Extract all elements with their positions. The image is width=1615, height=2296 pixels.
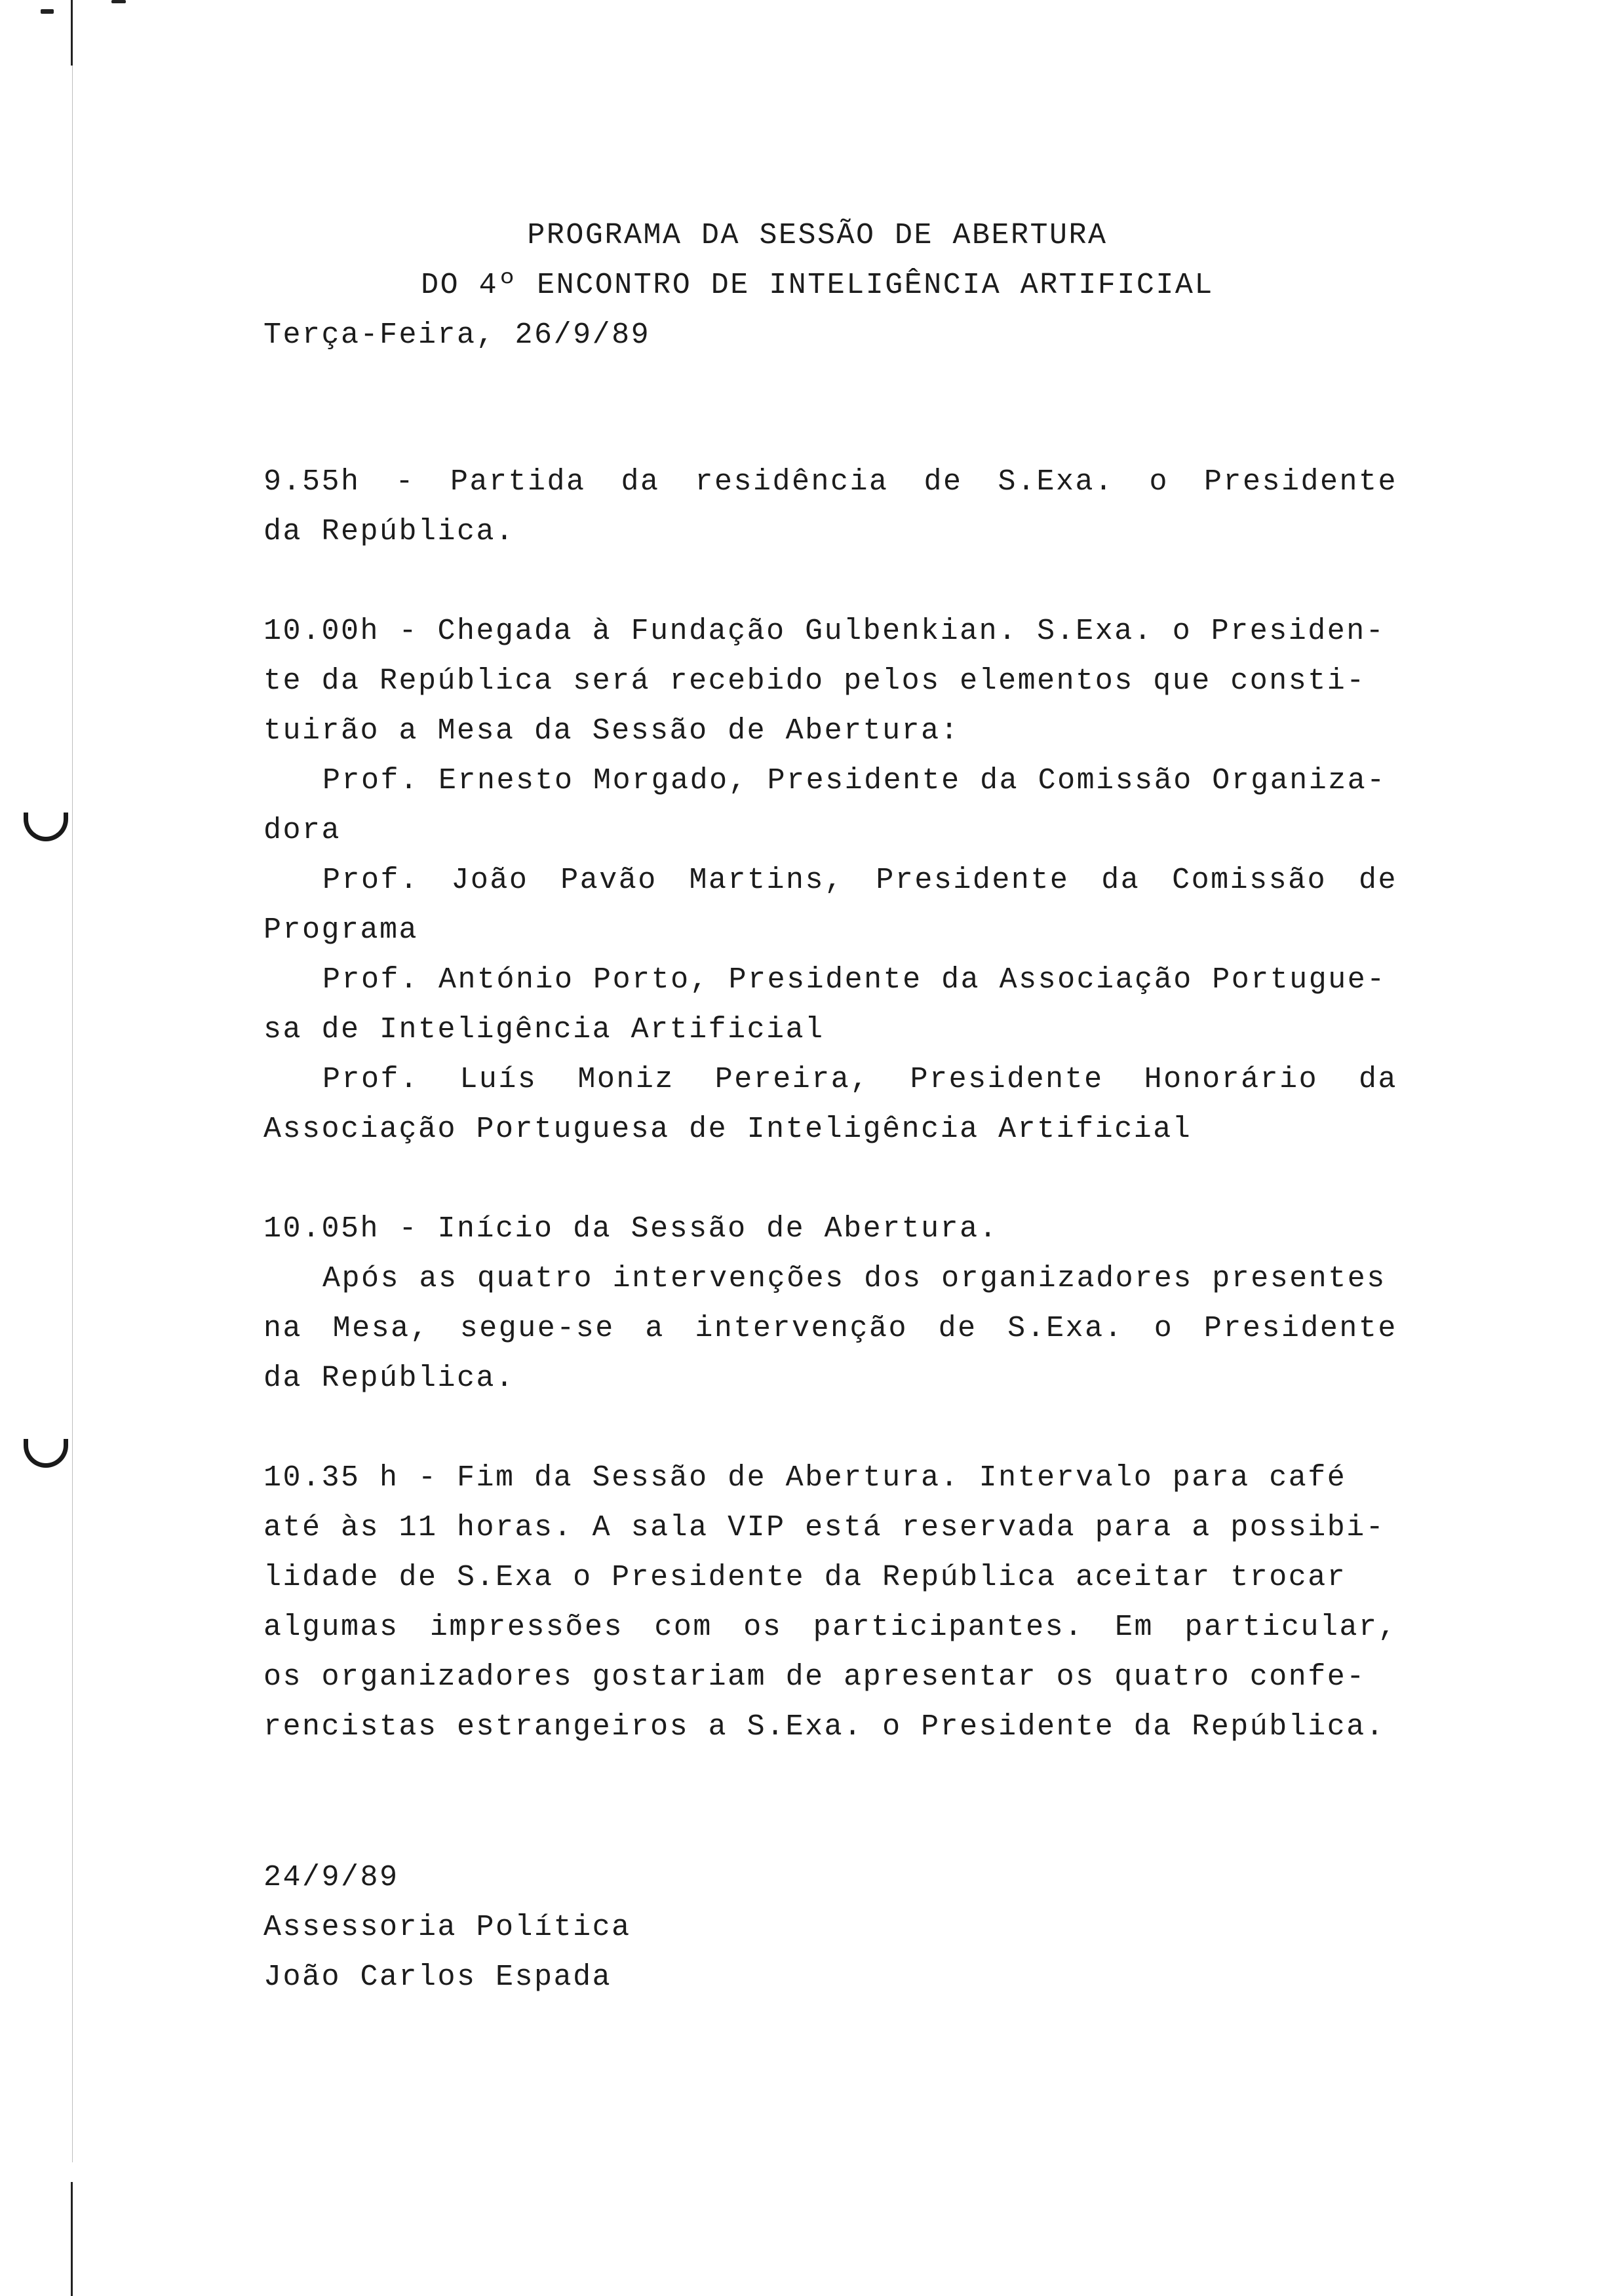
schedule-line: 10.05h - Início da Sessão de Abertura. (263, 1212, 999, 1246)
schedule-line: 10.00h - Chegada à Fundação Gulbenkian. S.Exa. o Presiden- (263, 615, 1386, 648)
schedule-line: tuirão a Mesa da Sessão de Abertura: (263, 714, 960, 748)
word: - (395, 465, 416, 499)
binder-edge-top (71, 0, 73, 66)
schedule-item-1035 (263, 1453, 1397, 1752)
schedule-line: te da República será recebido pelos elementos que consti- (263, 664, 1366, 698)
schedule-line: os organizadores gostariam de apresentar os quatro confe- (263, 1660, 1366, 1694)
footer-office: Assessoria Política (263, 1911, 631, 1944)
word: Prof. (322, 1063, 419, 1096)
word: da (1101, 864, 1140, 897)
schedule-item-1000 (263, 607, 1397, 1155)
spacer (263, 1752, 1397, 1853)
word: Prof. (322, 864, 419, 897)
word: de (924, 465, 963, 499)
footer-date: 24/9/89 (263, 1861, 399, 1894)
word: algumas (263, 1611, 399, 1644)
member-line: dora (263, 814, 341, 847)
word: segue-se (459, 1312, 615, 1345)
binder-edge-bottom (71, 2182, 73, 2296)
member-line: Prof. Ernesto Morgado, Presidente da Comissão Organiza- (322, 764, 1386, 797)
word: impressões (429, 1611, 623, 1644)
word: da (621, 465, 660, 499)
document-body (263, 457, 1397, 2002)
word: S.Exa. (1007, 1312, 1124, 1345)
member-line: Prof. António Porto, Presidente da Associação Portugue- (322, 963, 1386, 997)
schedule-item-0955 (263, 457, 1397, 557)
word: de (1358, 864, 1397, 897)
member-line: Programa (263, 913, 419, 947)
panel-member (263, 856, 1397, 955)
word: Presidente (1203, 465, 1397, 499)
word: Mesa, (332, 1312, 430, 1345)
word: Honorário (1144, 1063, 1319, 1096)
spacer (263, 1404, 1397, 1453)
title-line-2: DO 4º ENCONTRO DE INTELIGÊNCIA ARTIFICIAL (421, 269, 1214, 302)
footer-signatory: João Carlos Espada (263, 1961, 612, 1994)
panel-member (263, 955, 1397, 1055)
word: os (743, 1611, 783, 1644)
schedule-line: lidade de S.Exa o Presidente da República aceitar trocar (263, 1561, 1347, 1594)
word: o (1154, 1312, 1174, 1345)
member-line: sa de Inteligência Artificial (263, 1013, 825, 1046)
word: residência (695, 465, 889, 499)
word: de (938, 1312, 977, 1345)
schedule-line: rencistas estrangeiros a S.Exa. o Presidente da República. (263, 1710, 1386, 1744)
word: Em (1115, 1611, 1154, 1644)
word: Martins, (689, 864, 844, 897)
word: intervenção (695, 1312, 908, 1345)
word: participantes. (813, 1611, 1084, 1644)
document-header (263, 211, 1397, 360)
schedule-line: até às 11 horas. A sala VIP está reservada para a possibi- (263, 1511, 1386, 1544)
binder-edge-faint (72, 66, 73, 2162)
word: a (645, 1312, 665, 1345)
schedule-line: 10.35 h - Fim da Sessão de Abertura. Intervalo para café (263, 1461, 1347, 1495)
member-line (263, 856, 1397, 906)
word: Pereira, (714, 1063, 870, 1096)
schedule-line (263, 1304, 1397, 1354)
scan-mark-top (111, 0, 126, 3)
panel-member (263, 756, 1397, 856)
word: Luís (459, 1063, 537, 1096)
spacer (263, 557, 1397, 607)
punch-hole-upper (24, 813, 68, 841)
schedule-line: Após as quatro intervenções dos organizadores presentes (322, 1262, 1386, 1295)
schedule-line (263, 457, 1397, 507)
word: particular, (1184, 1611, 1397, 1644)
word: S.Exa. (998, 465, 1114, 499)
word: Partida (450, 465, 586, 499)
schedule-line: da República. (263, 1362, 515, 1395)
word: Presidente (910, 1063, 1104, 1096)
spacer (263, 1155, 1397, 1204)
member-line: Associação Portuguesa de Inteligência Artificial (263, 1113, 1192, 1146)
scan-mark-top-left (41, 9, 54, 14)
panel-member (263, 1055, 1397, 1155)
word: da (1358, 1063, 1397, 1096)
schedule-line: da República. (263, 515, 515, 548)
schedule-item-1005 (263, 1204, 1397, 1404)
word: João (451, 864, 529, 897)
punch-hole-lower (24, 1439, 68, 1468)
schedule-line (263, 1603, 1397, 1653)
word: Moniz (577, 1063, 674, 1096)
session-date: Terça-Feira, 26/9/89 (263, 318, 651, 352)
word: Presidente (876, 864, 1070, 897)
word: 9.55h (263, 465, 360, 499)
word: na (263, 1312, 303, 1345)
title-line-1: PROGRAMA DA SESSÃO DE ABERTURA (527, 219, 1108, 252)
signature-block (263, 1853, 1397, 2002)
word: o (1149, 465, 1169, 499)
word: Comissão (1172, 864, 1327, 897)
word: Presidente (1203, 1312, 1397, 1345)
word: com (654, 1611, 712, 1644)
member-line (263, 1055, 1397, 1105)
word: Pavão (560, 864, 657, 897)
